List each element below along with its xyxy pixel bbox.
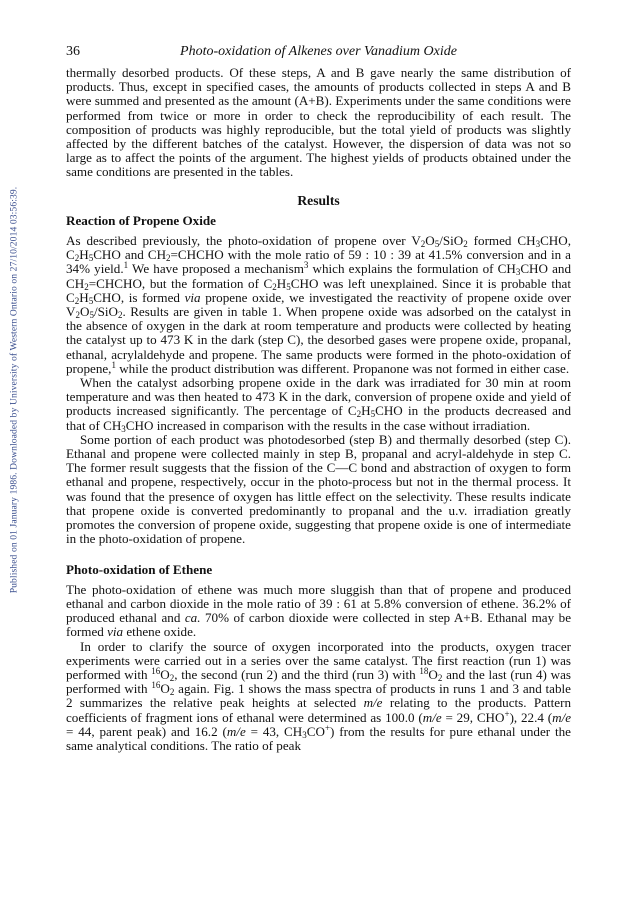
article-body [66, 66, 571, 753]
intro-paragraph: thermally desorbed products. Of these steps, A and B gave nearly the same distribution of products. Thus, except in specified cases, the amounts of products collected in steps A and B were summed and presented as the amount (A+B). Experiments under the same conditions were performed from twice or more in order to check the reproducibility of each result. The composition of products was highly reproducible, but the total yield of products was slightly affected by the different batches of the catalyst. However, the dispersion of data was not so large as to affect the points of the argument. The highest yields of products obtained under the same conditions are presented in the tables. [66, 65, 571, 180]
download-watermark-text: Published on 01 January 1986. Downloaded by University of Western Ontario on 27/10/2014 03:56:39. [8, 186, 20, 594]
ethene-paragraph-1: The photo-oxidation of ethene was much more sluggish than that of propene and produced ethanal and carbon dioxide in the mole ratio of 39 : 61 at 5.8% conversion of ethene. 36.2% of produced ethanal and ca. 70% of carbon dioxide were collected in step A+B. Ethanal may be formed via ethene oxide. [66, 581, 572, 640]
page-number: 36 [66, 44, 80, 59]
propene-oxide-heading: Reaction of Propene Oxide [66, 212, 216, 228]
download-watermark [6, 110, 22, 670]
propene-paragraph-2: When the catalyst adsorbing propene oxide in the dark was irradiated for 30 min at room temperature and was then heated to 473 K in the dark, conversion of propene oxide and yield of products increased significantly. The percentage of $C_2H_5CHO$ in the products decreased and that of $CH_3CHO$ increased in comparison with the results in the case without irradiation. [66, 375, 571, 434]
running-title: Photo-oxidation of Alkenes over Vanadium Oxide [180, 44, 457, 59]
ethene-heading: Photo-oxidation of Ethene [66, 561, 213, 577]
page-header [66, 44, 571, 62]
results-heading: Results [297, 192, 340, 208]
propene-paragraph-3: Some portion of each product was photodesorbed (step B) and thermally desorbed (step C). Ethanal and propene were collected mainly in step B, propanal and acryl-aldehyde in step C. The former result suggests that the fission of the C—C bond and abstraction of oxygen to form ethanal and propene, respectively, occur in the photo-process but not in the thermal process. It was found that the presence of oxygen has little effect on the selectivity. These results indicate that propene oxide is converted predominantly to propanal and the u.v. irradiation greatly promotes the conversion of propene oxide, suggesting that propene oxide is one of intermediate in the photo-oxidation of propene. [66, 431, 571, 547]
propene-paragraph-1: As described previously, the photo-oxidation of propene over $V_2O_5/SiO_2$ formed $CH_3CHO$, $C_2H_5CHO$ and $CH_2=CHCHO$ with the mole ratio of 59 : 10 : 39 at 41.5% conversion and in a 34% yield.$^1$ We have proposed a mechanism$^3$ which explains the formulation of $CH_3CHO$ and $CH_2=CHCHO$, but the formation of $C_2H_5CHO$ was left unexplained. Since it is probable that $C_2H_5CHO$, is formed via propene oxide, we investigated the reactivity of propene oxide over $V_2O_5/SiO_2$. Results are given in table 1. When propene oxide was adsorbed on the catalyst in the absence of oxygen in the dark at room temperature and products were collected by heating the catalyst up to 473 K in the dark (step C), the desorbed gases were propene oxide, propanal, ethanal, acrylaldehyde and propene. The same products were formed in the photo-oxidation of propene,$^1$ while the product distribution was different. Propanone was not formed in either case. [66, 233, 572, 376]
ethene-paragraph-2: In order to clarify the source of oxygen incorporated into the products, oxygen tracer experiments were carried out in a series over the same catalyst. The first reaction (run 1) was performed with $^{16}O_2$, the second (run 2) and the third (run 3) with $^{18}O_2$ and the last (run 4) was performed with $^{16}O_2$ again. Fig. 1 shows the mass spectra of products in runs 1 and 3 and table 2 summarizes the relative peak heights at selected m/e relating to the products. Pattern coefficients of fragment ions of ethanal were determined as 100.0 (m/e = 29, CHO+), 22.4 (m/e = 44, parent peak) and 16.2 (m/e = 43, $CH_3CO^+$) from the results for pure ethanal under the same analytical conditions. The ratio of peak [66, 638, 572, 753]
